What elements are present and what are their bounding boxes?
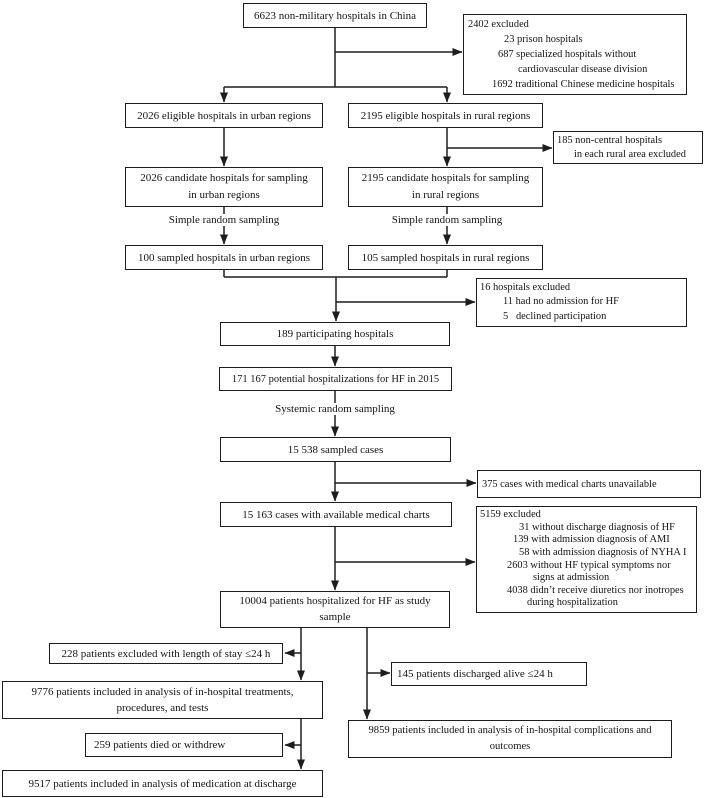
box-sampled-cases [220, 437, 451, 462]
box-outcomes-analysis [348, 720, 672, 758]
box-line: cardiovascular disease division [518, 64, 648, 75]
box-line: 31 without discharge diagnosis of HF [519, 521, 675, 533]
box-discharge-analysis [2, 770, 323, 797]
box-line: 687 specialized hospitals without [498, 49, 637, 60]
box-line: 9859 patients included in analysis of in-hospital complications and [368, 725, 652, 736]
box-line: 2026 candidate hospitals for sampling [140, 172, 308, 184]
box-line: 5 declined participation [503, 310, 607, 322]
box-line: 11 had no admission for HF [503, 296, 619, 308]
box-line: outcomes [489, 741, 531, 752]
box-urban-candidate [125, 167, 323, 207]
box-line: procedures, and tests [116, 702, 209, 714]
box-line: 2402 excluded [468, 19, 529, 30]
box-potential-hospitalizations [219, 367, 452, 391]
box-line: 2195 candidate hospitals for sampling [361, 172, 530, 184]
box-treatments-analysis [2, 681, 323, 719]
box-excluded-2402 [463, 14, 687, 95]
box-excluded-375 [477, 470, 701, 498]
box-line: 1692 traditional Chinese medicine hospitals [492, 79, 675, 90]
box-excluded-16 [476, 278, 687, 327]
box-line: 2603 without HF typical symptoms nor [507, 559, 671, 571]
box-line: 15 163 cases with available medical charts [242, 508, 430, 521]
box-line: 189 participating hospitals [276, 328, 394, 340]
box-line: 10004 patients hospitalized for HF as study [239, 595, 431, 607]
box-excluded-185 [553, 131, 703, 164]
box-line: sample [319, 610, 351, 623]
box-study-sample [220, 591, 450, 628]
box-line: in each rural area excluded [574, 148, 686, 160]
box-line: 5159 excluded [480, 509, 541, 520]
box-urban-eligible [125, 103, 323, 128]
box-line: 15 538 sampled cases [287, 443, 384, 456]
box-line: 23 prison hospitals [504, 34, 583, 45]
box-line: 2195 eligible hospitals in rural regions [360, 109, 531, 122]
box-total-hospitals [243, 3, 427, 28]
box-line: 6623 non-military hospitals in China [254, 9, 416, 22]
box-line: 145 patients discharged alive ≤24 h [397, 668, 553, 680]
box-line: 16 hospitals excluded [480, 282, 571, 293]
box-line: 9517 patients included in analysis of medication at discharge [28, 777, 297, 790]
box-line: 9776 patients included in analysis of in-hospital treatments, [31, 686, 294, 698]
box-participating-hospitals [220, 322, 450, 346]
box-line: 100 sampled hospitals in urban regions [137, 251, 310, 264]
box-line: 139 with admission diagnosis of AMI [513, 534, 670, 546]
box-line: 171 167 potential hospitalizations for HF in 2015 [231, 373, 440, 385]
box-line: in urban regions [188, 189, 260, 201]
box-line: 259 patients died or withdrew [94, 739, 226, 751]
box-rural-eligible [348, 103, 543, 128]
box-line: 185 non-central hospitals [557, 135, 663, 146]
box-excluded-228 [49, 643, 283, 664]
box-urban-sampled [125, 245, 323, 270]
box-line: 2026 eligible hospitals in urban regions [137, 109, 311, 122]
box-line: 228 patients excluded with length of stay ≤24 h [61, 647, 271, 660]
box-line: signs at admission [533, 572, 610, 584]
box-available-charts [220, 502, 452, 527]
box-excluded-145 [391, 662, 587, 686]
box-line: 375 cases with medical charts unavailable [482, 478, 657, 490]
box-line: in rural regions [411, 189, 480, 201]
label-systemic-random-sampling: Systemic random sampling [272, 403, 398, 415]
label-simple-random-sampling-rural: Simple random sampling [389, 214, 506, 226]
box-line: 105 sampled hospitals in rural regions [361, 251, 530, 264]
label-simple-random-sampling-urban: Simple random sampling [166, 214, 283, 226]
box-line: during hospitalization [527, 597, 618, 609]
box-line: 58 with admission diagnosis of NYHA I [519, 546, 687, 558]
box-excluded-5159 [476, 506, 697, 613]
box-rural-candidate [348, 167, 543, 207]
box-line: 4038 didn’t receive diuretics nor inotropes [507, 584, 684, 596]
box-rural-sampled [348, 245, 543, 270]
box-excluded-259 [85, 733, 283, 757]
